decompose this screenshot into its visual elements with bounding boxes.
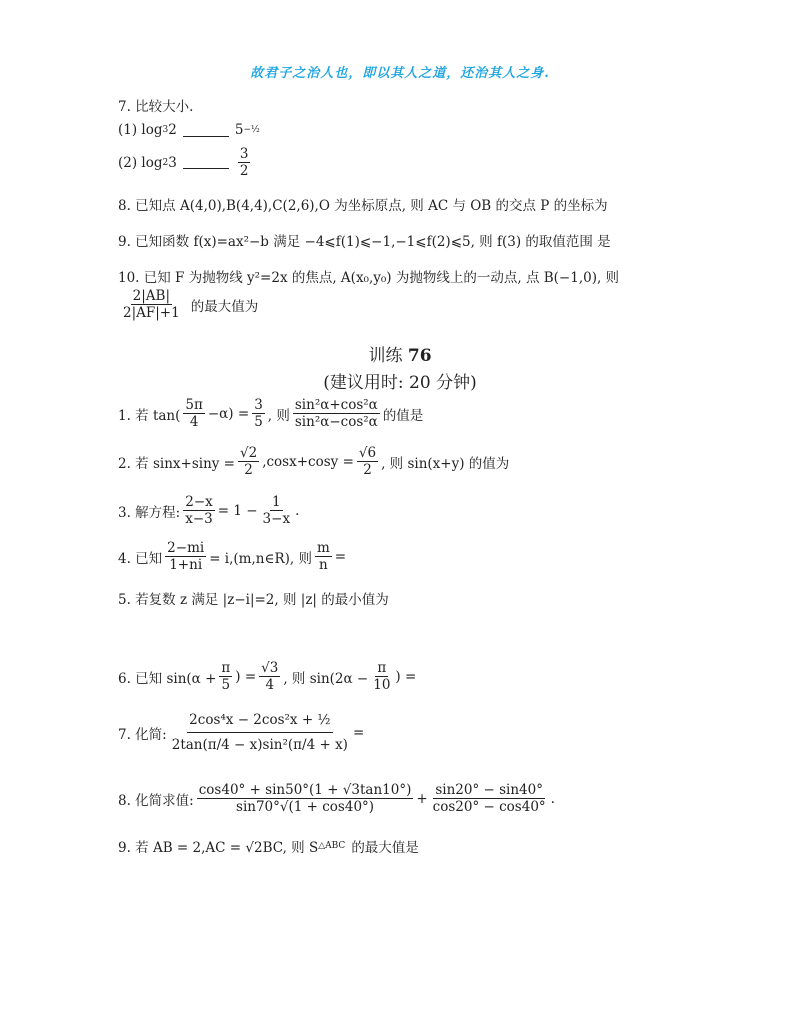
denominator: 1+ni xyxy=(169,557,203,573)
q8 xyxy=(118,782,555,815)
exponent: −½ xyxy=(243,125,260,135)
fraction xyxy=(165,540,206,573)
text: = xyxy=(334,548,347,565)
prev-q9: 9. 已知函数 f(x)=ax²−b 满足 −4⩽f(1)⩽−1,−1⩽f(2)⩽5, 则 f(3) 的取值范围 是 xyxy=(118,234,611,250)
fraction xyxy=(261,494,293,527)
numerator: 3 xyxy=(239,146,249,162)
fraction xyxy=(183,494,215,527)
text: = i,(m,n∈R), 则 xyxy=(209,550,312,567)
fraction xyxy=(183,397,204,430)
text: , 则 sin(2α − xyxy=(283,670,369,687)
prev-q7-part1 xyxy=(118,122,260,138)
fraction xyxy=(259,660,280,693)
label: (1) log xyxy=(118,122,163,138)
fraction xyxy=(238,445,259,478)
text: . xyxy=(550,790,555,807)
denominator: 2 xyxy=(244,462,253,478)
section-subtitle: (建议用时: 20 分钟) xyxy=(323,373,477,393)
text: 7. 化简: xyxy=(118,726,167,743)
text: 3. 解方程: xyxy=(118,504,181,521)
denominator: 4 xyxy=(189,414,199,430)
fraction xyxy=(197,782,414,815)
denominator: 5 xyxy=(221,677,231,693)
text: ) = xyxy=(235,668,257,685)
numerator: sin²α+cos²α xyxy=(294,397,378,413)
fraction xyxy=(252,397,265,430)
prev-q10-expr xyxy=(118,288,258,321)
answer-blank xyxy=(183,124,229,137)
q9 xyxy=(118,836,419,856)
numerator: 2−mi xyxy=(167,540,205,556)
q2 xyxy=(118,445,509,478)
numerator: 3 xyxy=(254,397,263,413)
section-title xyxy=(0,341,800,366)
fraction xyxy=(238,146,251,179)
q1 xyxy=(118,397,423,430)
fraction xyxy=(293,397,380,430)
text: = xyxy=(352,724,365,741)
denominator: 2 xyxy=(239,163,249,179)
fraction xyxy=(431,782,548,815)
q7-text: 7. 比较大小. xyxy=(118,99,194,115)
numerator: sin20° − sin40° xyxy=(435,782,543,798)
text: . xyxy=(295,502,300,519)
denominator: 2|AF|+1 xyxy=(123,305,180,321)
text: 1. 若 tan( xyxy=(118,407,181,424)
numerator: m xyxy=(316,540,330,556)
prev-q7-part2 xyxy=(118,146,253,179)
text: 的值是 xyxy=(382,407,424,424)
fraction xyxy=(371,660,392,693)
prev-q10: 10. 已知 F 为抛物线 y²=2x 的焦点, A(x₀,y₀) 为抛物线上的一动点, 点 B(−1,0), 则 xyxy=(118,270,620,286)
numerator: 2cos⁴x − 2cos²x + ½ xyxy=(187,712,332,733)
text: 9. 若 AB = 2,AC = √2BC, 则 S xyxy=(118,840,319,856)
text: −α) = xyxy=(207,405,250,422)
prev-q8: 8. 已知点 A(4,0),B(4,4),C(2,6),O 为坐标原点, 则 AC 与 OB 的交点 P 的坐标为 xyxy=(118,198,608,214)
q3 xyxy=(118,494,299,527)
denominator: sin²α−cos²α xyxy=(294,414,378,430)
text: + xyxy=(416,790,428,807)
text: , 则 sin(x+y) 的值为 xyxy=(381,455,510,472)
denominator: 2tan(π/4 − x)sin²(π/4 + x) xyxy=(171,737,348,753)
text: 2. 若 sinx+siny = xyxy=(118,455,235,472)
denominator: 3−x xyxy=(262,511,291,527)
header-slogan: 故君子之治人也，即以其人之道，还治其人之身. xyxy=(250,66,550,81)
q6 xyxy=(118,660,416,693)
text: 4. 已知 xyxy=(118,550,163,567)
denominator: n xyxy=(319,557,328,573)
fraction xyxy=(357,445,378,478)
fraction xyxy=(315,540,332,573)
text: 的最大值是 xyxy=(351,840,419,856)
q7 xyxy=(118,712,364,753)
numerator: √2 xyxy=(240,445,258,461)
denominator: 10 xyxy=(373,677,391,693)
prev-q7 xyxy=(118,95,193,115)
numerator: π xyxy=(221,660,231,676)
text: 8. 化简求值: xyxy=(118,792,194,809)
fraction xyxy=(170,712,350,753)
arg: 2 xyxy=(168,122,177,138)
text: ) = xyxy=(395,668,417,685)
text: ,cosx+cosy = xyxy=(262,453,354,470)
denominator: cos20° − cos40° xyxy=(432,799,546,815)
numerator: √3 xyxy=(261,660,279,676)
log-base: 3 xyxy=(162,125,169,135)
denominator: sin70°√(1 + cos40°) xyxy=(236,799,375,815)
numerator: 5π xyxy=(185,397,203,413)
text: 6. 已知 sin(α + xyxy=(118,670,217,687)
label: (2) log xyxy=(118,154,163,171)
denominator: 4 xyxy=(265,677,275,693)
numerator: 1 xyxy=(272,494,281,510)
denominator: 5 xyxy=(254,414,263,430)
numerator: 2−x xyxy=(185,494,213,510)
subscript: △ABC xyxy=(318,841,346,851)
fraction xyxy=(219,660,232,693)
denominator: x−3 xyxy=(185,511,213,527)
text: , 则 xyxy=(267,407,290,424)
q5: 5. 若复数 z 满足 |z−i|=2, 则 |z| 的最小值为 xyxy=(118,592,389,608)
rhs: 5 xyxy=(234,122,244,138)
tail: 的最大值为 xyxy=(190,298,259,315)
q4 xyxy=(118,540,346,573)
log-base: 2 xyxy=(162,157,169,168)
title-text: 训练 xyxy=(368,346,403,366)
text: = 1 − xyxy=(217,502,258,519)
arg: 3 xyxy=(168,154,177,171)
denominator: 2 xyxy=(363,462,372,478)
numerator: 2|AB| xyxy=(132,288,171,304)
numerator: cos40° + sin50°(1 + √3tan10°) xyxy=(198,782,412,798)
answer-blank xyxy=(183,156,229,169)
section-number: 76 xyxy=(407,346,432,366)
numerator: π xyxy=(377,660,387,676)
fraction xyxy=(121,288,182,321)
numerator: √6 xyxy=(358,445,377,461)
